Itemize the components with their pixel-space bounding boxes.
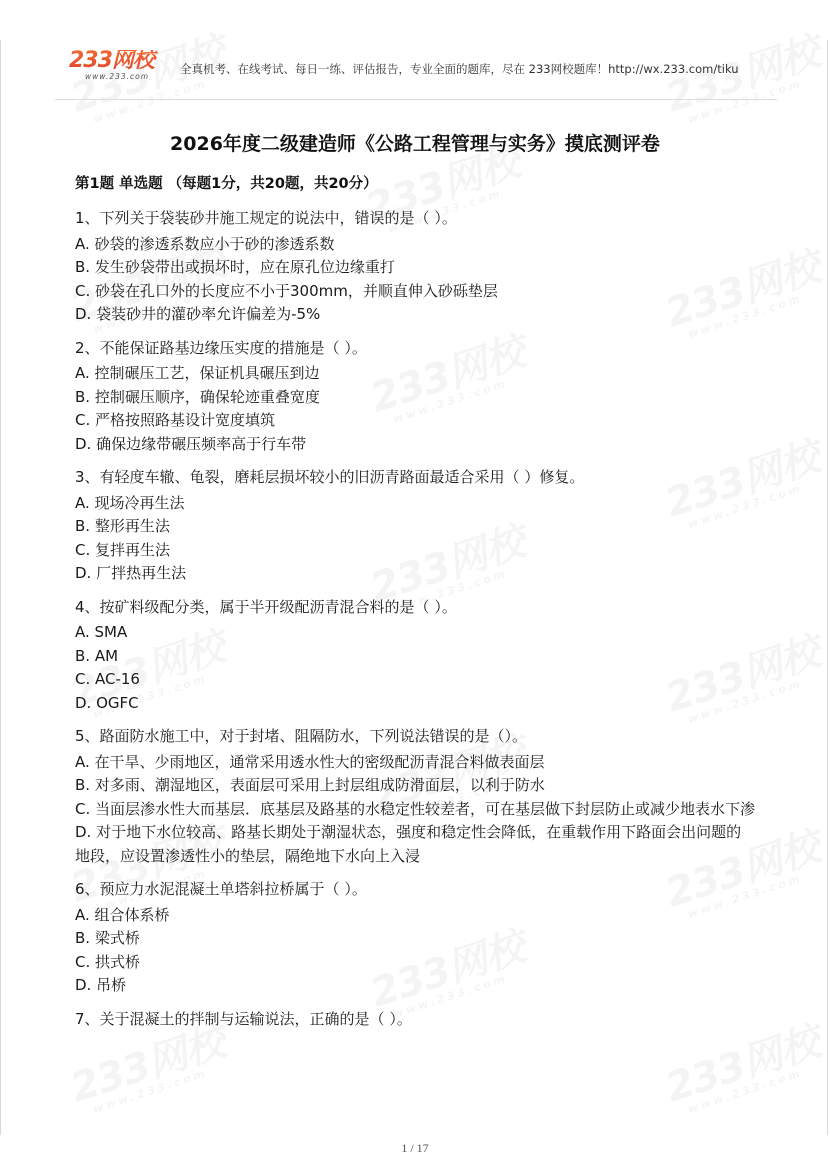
option-c: C. 拱式桥: [75, 952, 141, 971]
question-stem: 5、路面防水施工中，对于封堵、阻隔防水，下列说法错误的是（）。: [75, 727, 528, 745]
option-c: C. 砂袋在孔口外的长度应不小于300mm，并顺直伸入砂砾垫层: [75, 281, 498, 300]
document-title: 2026年度二级建造师《公路工程管理与实务》摸底测评卷: [170, 133, 660, 155]
option-d: D. 袋装砂井的灌砂率允许偏差为-5%: [75, 305, 321, 323]
option-a: A. 在干旱、少雨地区，通常采用透水性大的密级配沥青混合料做表面层: [75, 752, 545, 771]
section-heading: 第1题 单选题 （每题1分，共20题，共20分）: [75, 176, 378, 192]
option-b: B. 梁式桥: [75, 929, 140, 947]
option-c: C. AC-16: [75, 670, 140, 688]
option-a: A. 组合体系桥: [75, 905, 170, 924]
option-d: D. 对于地下水位较高、路基长期处于潮湿状态，强度和稳定性会降低，在重载作用下路面会出问题的地段，应设置渗透性小的垫层，隔绝地下水向上入浸: [75, 823, 742, 865]
header-slogan: 全真机考、在线考试、每日一练、评估报告，专业全面的题库，尽在 233网校题库！http://wx.233.com/tiku: [180, 62, 739, 76]
option-d: D. 吊桥: [75, 976, 127, 994]
option-a: A. 控制碾压工艺，保证机具碾压到边: [75, 364, 320, 382]
question-3: [75, 466, 765, 586]
question-7: [75, 1008, 765, 1032]
option-d: D. 厂拌热再生法: [75, 564, 187, 582]
option-d: D. 确保边缘带碾压频率高于行车带: [75, 434, 307, 453]
question-stem: 3、有轻度车辙、龟裂，磨耗层损坏较小的旧沥青路面最适合采用（ ）修复。: [75, 468, 585, 486]
option-a: A. SMA: [75, 623, 128, 641]
logo-url: www.233.com: [85, 72, 150, 81]
question-6: [75, 878, 765, 998]
question-5: [75, 725, 765, 868]
option-a: A. 砂袋的渗透系数应小于砂的渗透系数: [75, 234, 335, 253]
question-stem: 4、按矿料级配分类，属于半开级配沥青混合料的是（ ）。: [75, 597, 457, 616]
question-stem: 6、预应力水泥混凝土单塔斜拉桥属于（ ）。: [75, 880, 367, 898]
option-d: D. OGFC: [75, 693, 139, 712]
question-1: [75, 207, 765, 327]
page-header: [55, 44, 777, 100]
question-stem: 2、不能保证路基边缘压实度的措施是（ ）。: [75, 338, 367, 357]
page-indicator: 1 / 17: [401, 1141, 429, 1155]
logo: [69, 50, 169, 81]
option-b: B. AM: [75, 646, 119, 665]
question-stem: 7、关于混凝土的拌制与运输说法，正确的是（ ）。: [75, 1009, 412, 1028]
option-b: B. 控制碾压顺序，确保轮迹重叠宽度: [75, 387, 320, 406]
question-stem: 1、下列关于袋装砂井施工规定的说法中，错误的是（ ）。: [75, 209, 457, 227]
question-4: [75, 596, 765, 716]
option-b: B. 发生砂袋带出或损坏时，应在原孔位边缘重打: [75, 258, 395, 276]
option-c: C. 复拌再生法: [75, 540, 171, 559]
option-c: C. 严格按照路基设计宽度填筑: [75, 411, 276, 429]
option-b: B. 对多雨、潮湿地区，表面层可采用上封层组成防滑面层，以利于防水: [75, 776, 545, 794]
question-2: [75, 337, 765, 457]
logo-wordmark: 233网校: [69, 50, 169, 72]
option-a: A. 现场冷再生法: [75, 493, 185, 512]
option-c: C. 当面层渗水性大而基层．底基层及路基的水稳定性较差者，可在基层做下封层防止或减少地表水下渗: [75, 799, 756, 818]
document-body: [75, 128, 765, 1033]
option-b: B. 整形再生法: [75, 517, 170, 535]
